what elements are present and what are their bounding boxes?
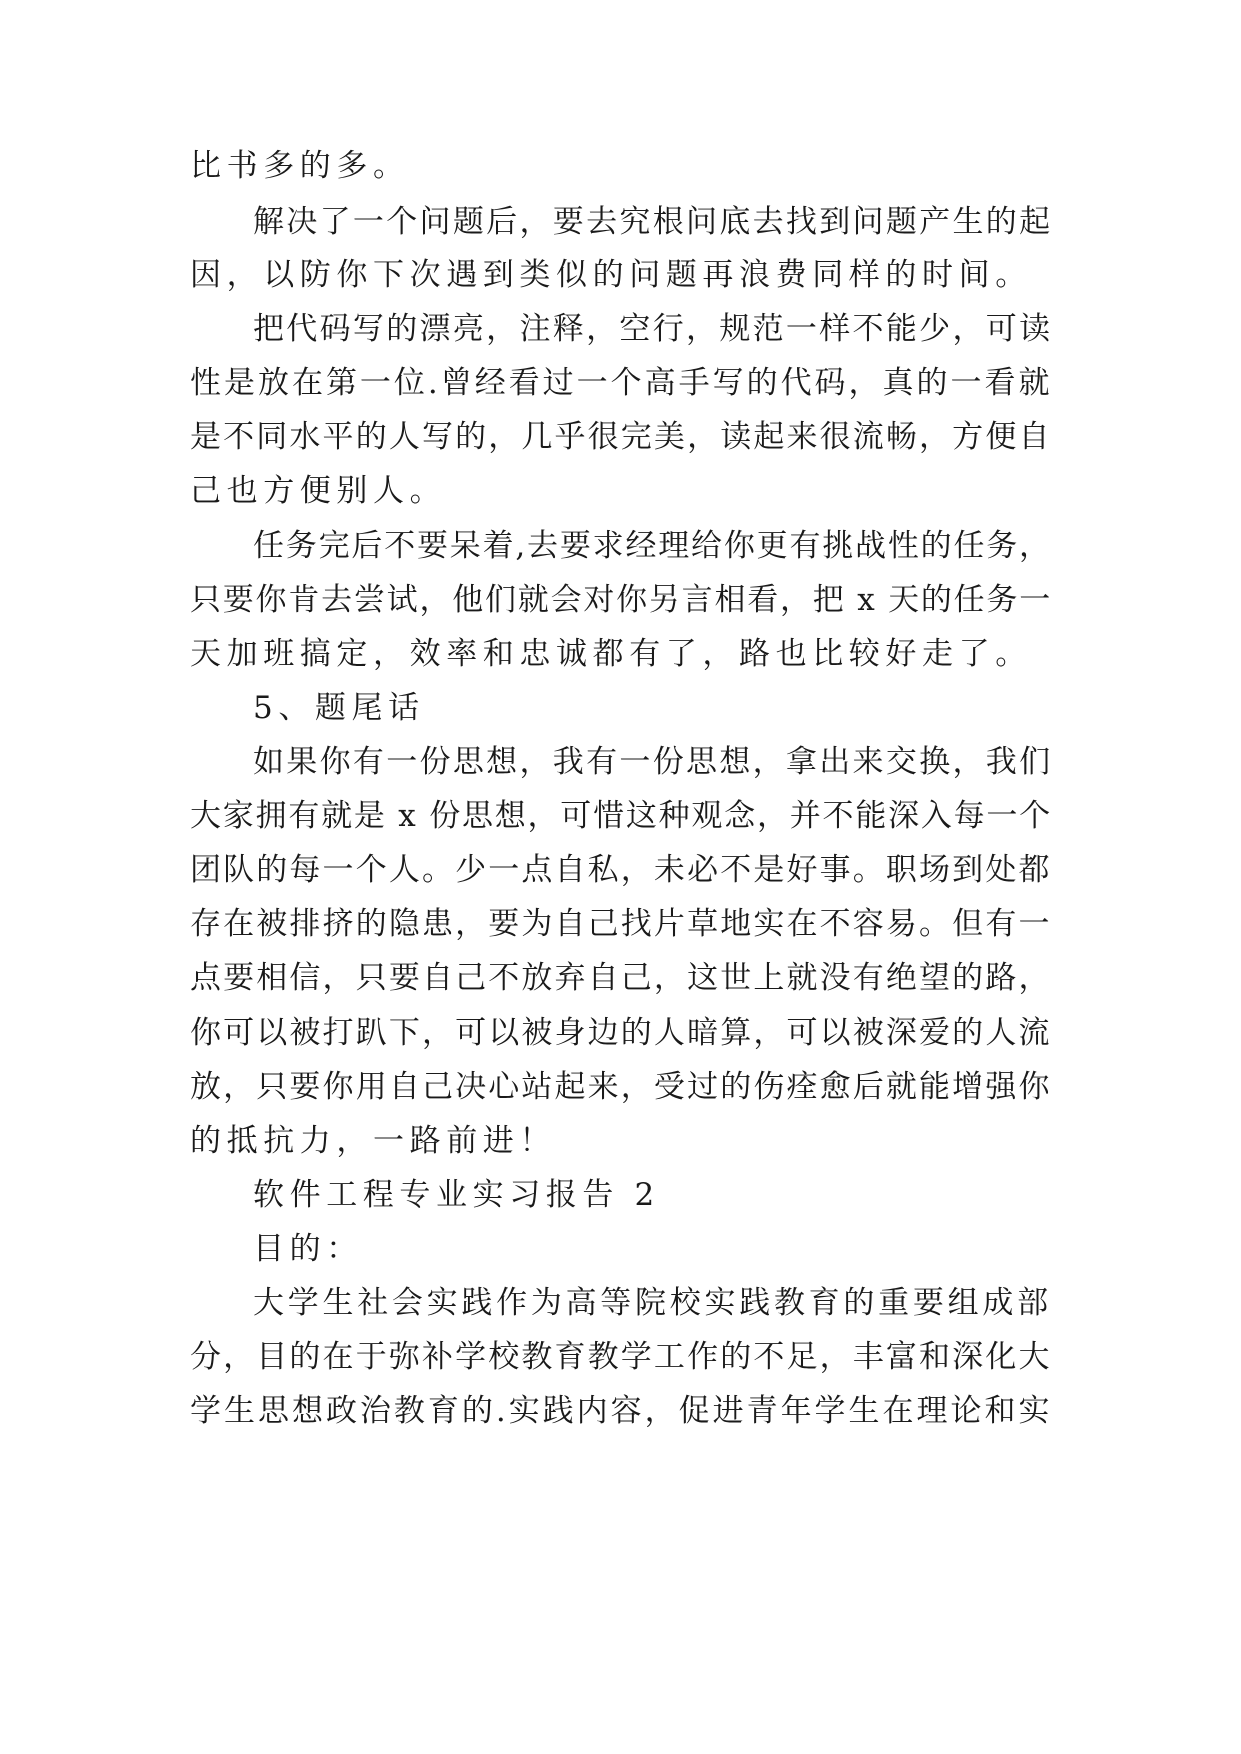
text-line: 放，只要你用自己决心站起来，受过的伤痊愈后就能增强你 <box>190 1069 1052 1105</box>
text-line: 因，以防你下次遇到类似的问题再浪费同样的时间。 <box>190 257 1032 293</box>
report-title: 软件工程专业实习报告 2 <box>253 1177 660 1213</box>
text-line: 学生思想政治教育的.实践内容，促进青年学生在理论和实 <box>190 1393 1053 1429</box>
paragraph-first-line: 把代码写的漂亮，注释，空行，规范一样不能少，可读 <box>253 311 1053 347</box>
section-heading: 5、题尾话 <box>253 690 425 726</box>
paragraph-first-line: 如果你有一份思想，我有一份思想，拿出来交换，我们 <box>253 744 1053 780</box>
text-line: 性是放在第一位.曾经看过一个高手写的代码，真的一看就 <box>190 365 1053 401</box>
text-line: 分，目的在于弥补学校教育教学工作的不足，丰富和深化大 <box>190 1339 1052 1375</box>
paragraph-first-line: 大学生社会实践作为高等院校实践教育的重要组成部 <box>253 1285 1052 1321</box>
paragraph-first-line: 任务完后不要呆着,去要求经理给你更有挑战性的任务， <box>253 528 1052 564</box>
text-line: 你可以被打趴下，可以被身边的人暗算，可以被深爱的人流 <box>190 1015 1052 1051</box>
text-line: 存在被排挤的隐患，要为自己找片草地实在不容易。但有一 <box>190 906 1052 942</box>
text-line: 比书多的多。 <box>190 148 410 184</box>
section-heading: 目的： <box>253 1231 363 1267</box>
text-line: 天加班搞定，效率和忠诚都有了，路也比较好走了。 <box>190 636 1032 672</box>
text-line: 团队的每一个人。少一点自私，未必不是好事。职场到处都 <box>190 852 1052 888</box>
paragraph-first-line: 解决了一个问题后，要去究根问底去找到问题产生的起 <box>253 204 1053 240</box>
text-line: 是不同水平的人写的，几乎很完美，读起来很流畅，方便自 <box>190 419 1052 455</box>
text-line: 只要你肯去尝试，他们就会对你另言相看，把 x 天的任务一 <box>190 582 1052 618</box>
text-line: 的抵抗力，一路前进！ <box>190 1123 556 1159</box>
text-line: 大家拥有就是 x 份思想，可惜这种观念，并不能深入每一个 <box>190 798 1052 834</box>
text-line: 己也方便别人。 <box>190 473 447 509</box>
text-line: 点要相信，只要自己不放弃自己，这世上就没有绝望的路， <box>190 960 1052 996</box>
